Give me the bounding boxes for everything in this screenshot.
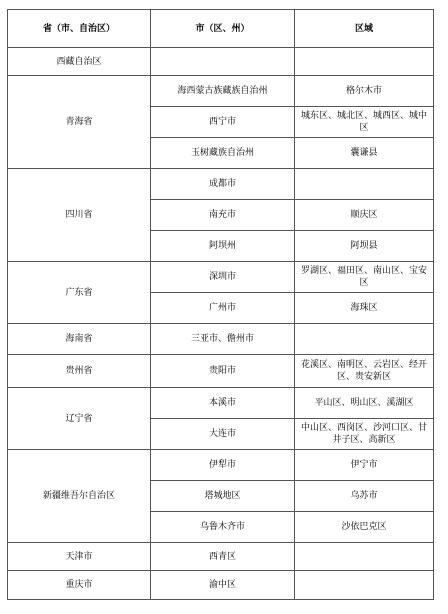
- province-cell: 贵州省: [8, 355, 151, 388]
- city-cell: [151, 48, 295, 76]
- table-row: [8, 543, 434, 571]
- table-row: [8, 450, 434, 481]
- table-row: [8, 571, 434, 600]
- city-cell: 渝中区: [151, 571, 295, 600]
- province-cell: 青海省: [8, 76, 151, 169]
- province-cell: 辽宁省: [8, 388, 151, 450]
- area-cell: 阿坝县: [295, 231, 434, 262]
- area-cell: [295, 48, 434, 76]
- area-cell: [295, 324, 434, 355]
- city-cell: 阿坝州: [151, 231, 295, 262]
- province-cell: 西藏自治区: [8, 48, 151, 76]
- table-row: [8, 355, 434, 388]
- area-cell: [295, 543, 434, 571]
- region-table: [7, 9, 434, 600]
- city-cell: 西青区: [151, 543, 295, 571]
- city-cell: 广州市: [151, 293, 295, 324]
- area-cell: 花溪区、南明区、云岩区、经开区、贵安新区: [295, 355, 434, 388]
- province-cell: 四川省: [8, 169, 151, 262]
- header-area: 区域: [295, 10, 434, 48]
- header-province: 省（市、自治区）: [8, 10, 151, 48]
- city-cell: 伊犁市: [151, 450, 295, 481]
- province-cell: 广东省: [8, 262, 151, 324]
- table-row: [8, 388, 434, 419]
- header-row: [8, 10, 434, 48]
- city-cell: 本溪市: [151, 388, 295, 419]
- area-cell: [295, 169, 434, 200]
- city-cell: 玉树藏族自治州: [151, 138, 295, 169]
- city-cell: 乌鲁木齐市: [151, 512, 295, 543]
- area-cell: 格尔木市: [295, 76, 434, 107]
- city-cell: 贵阳市: [151, 355, 295, 388]
- area-cell: 海珠区: [295, 293, 434, 324]
- city-cell: 海西蒙古族藏族自治州: [151, 76, 295, 107]
- area-cell: 罗湖区、福田区、南山区、宝安区: [295, 262, 434, 293]
- table-body: [8, 48, 434, 600]
- city-cell: 深圳市: [151, 262, 295, 293]
- area-cell: 伊宁市: [295, 450, 434, 481]
- area-cell: 顺庆区: [295, 200, 434, 231]
- city-cell: 南充市: [151, 200, 295, 231]
- city-cell: 成都市: [151, 169, 295, 200]
- area-cell: 中山区、西岗区、沙河口区、甘井子区、高新区: [295, 419, 434, 450]
- area-cell: 乌苏市: [295, 481, 434, 512]
- area-cell: 囊谦县: [295, 138, 434, 169]
- area-cell: 城东区、城北区、城西区、城中区: [295, 107, 434, 138]
- table-row: [8, 76, 434, 107]
- province-cell: 新疆维吾尔自治区: [8, 450, 151, 543]
- header-city: 市（区、州）: [151, 10, 295, 48]
- province-cell: 重庆市: [8, 571, 151, 600]
- city-cell: 三亚市、儋州市: [151, 324, 295, 355]
- table-row: [8, 262, 434, 293]
- area-cell: 平山区、明山区、溪湖区: [295, 388, 434, 419]
- province-cell: 海南省: [8, 324, 151, 355]
- table-row: [8, 169, 434, 200]
- city-cell: 塔城地区: [151, 481, 295, 512]
- area-cell: [295, 571, 434, 600]
- table-row: [8, 324, 434, 355]
- city-cell: 西宁市: [151, 107, 295, 138]
- area-cell: 沙依巴克区: [295, 512, 434, 543]
- table-row: [8, 48, 434, 76]
- city-cell: 大连市: [151, 419, 295, 450]
- province-cell: 天津市: [8, 543, 151, 571]
